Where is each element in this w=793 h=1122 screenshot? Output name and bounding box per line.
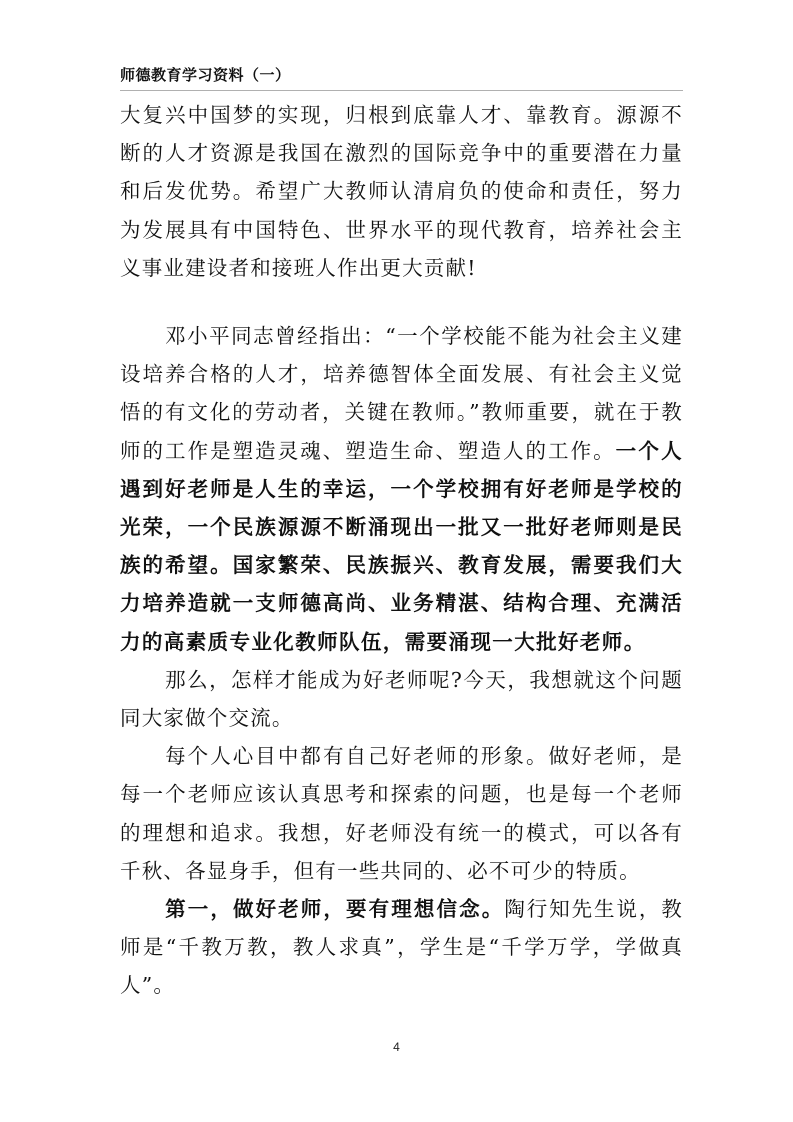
- header-divider: [120, 90, 683, 91]
- paragraph-2: [120, 317, 683, 661]
- page-number: 4: [393, 1040, 400, 1054]
- paragraph-5: [120, 890, 683, 1005]
- paragraph-4: 每个人心目中都有自己好老师的形象。做好老师，是每一个老师应该认真思考和探索的问题，也是每一个老师的理想和追求。我想，好老师没有统一的模式，可以各有千秋、各显身手，但有一些共同的、必不可少的特质。: [120, 744, 683, 883]
- paragraph-2-text: 邓小平同志曾经指出：“一个学校能不能为社会主义建设培养合格的人才，培养德智体全面发展、有社会主义觉悟的有文化的劳动者，关键在教师。”教师重要，就在于教师的工作是塑造灵魂、塑造生命、塑造人的工作。: [120, 324, 683, 463]
- paragraph-2-emphasis: 一个人遇到好老师是人生的幸运，一个学校拥有好老师是学校的光荣，一个民族源源不断涌现出一批又一批好老师则是民族的希望。国家繁荣、民族振兴、教育发展，需要我们大力培养造就一支师德高尚、业务精湛、结构合理、充满活力的高素质专业化教师队伍，需要涌现一大批好老师。: [120, 438, 683, 654]
- paragraph-3: 那么，怎样才能成为好老师呢?今天，我想就这个问题同大家做个交流。: [120, 667, 683, 731]
- paragraph-spacer: [120, 287, 683, 317]
- paragraph-5-text: 陶行知先生说，教师是“千教万教，教人求真”，学生是“千学万学，学做真人”。: [120, 897, 684, 998]
- paragraph-1: 大复兴中国梦的实现，归根到底靠人才、靠教育。源源不断的人才资源是我国在激烈的国际竞争中的重要潜在力量和后发优势。希望广大教师认清肩负的使命和责任，努力为发展具有中国特色、世界水平的现代教育，培养社会主义事业建设者和接班人作出更大贡献!: [120, 103, 683, 280]
- running-header: 师德教育学习资料（一）: [120, 66, 291, 84]
- document-body: [120, 96, 683, 1005]
- paragraph-5-heading: 第一，做好老师，要有理想信念。: [165, 897, 505, 922]
